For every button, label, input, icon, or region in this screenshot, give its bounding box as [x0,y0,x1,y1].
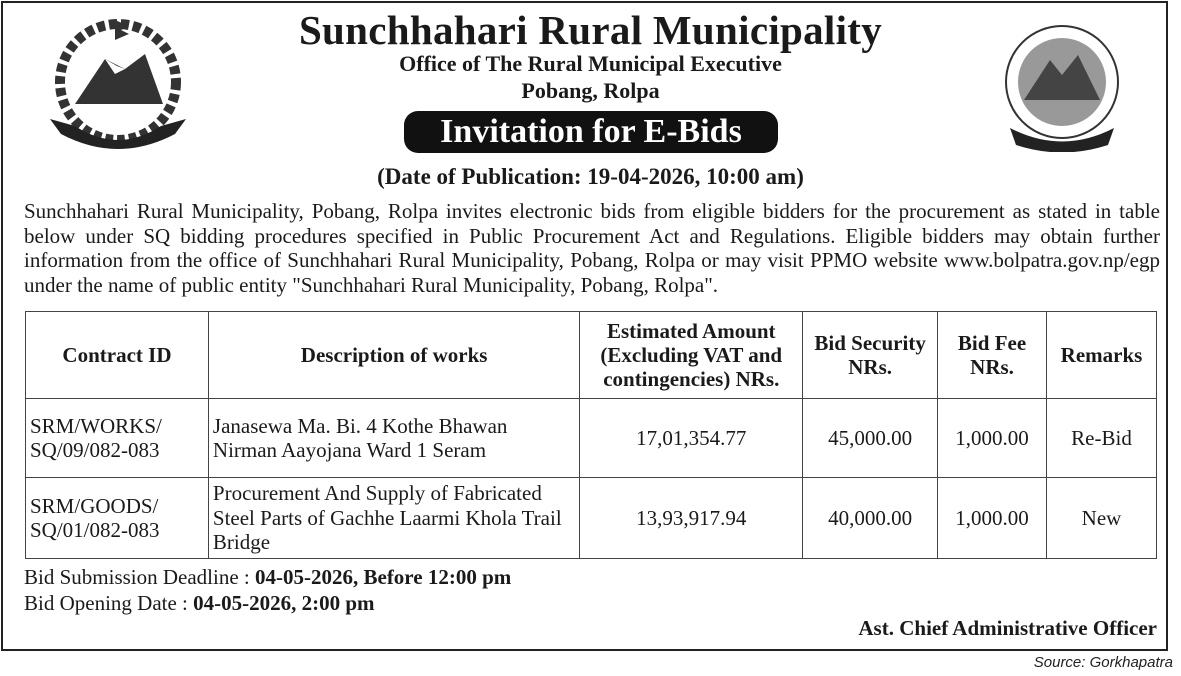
notice-type-badge: Invitation for E-Bids [404,111,778,153]
opening-date [24,591,375,616]
remarks: Re-Bid [1047,399,1157,478]
description: Procurement And Supply of Fabricated Steel Parts of Gachhe Laarmi Khola Trail Bridge [208,478,579,559]
bids-table [25,311,1157,559]
opening-value: 04-05-2026, 2:00 pm [193,591,375,615]
bid-fee: 1,000.00 [938,478,1047,559]
signatory: Ast. Chief Administrative Officer [858,616,1157,640]
deadline-label: Bid Submission Deadline : [24,565,255,589]
header-estimated-amount: Estimated Amount (Excluding VAT and contingencies) NRs. [580,312,803,399]
header-contract-id: Contract ID [26,312,209,399]
estimated-amount: 13,93,917.94 [580,478,803,559]
description: Janasewa Ma. Bi. 4 Kothe Bhawan Nirman Aayojana Ward 1 Seram [208,399,579,478]
header-description: Description of works [208,312,579,399]
page-title: Sunchhahari Rural Municipality [298,7,883,53]
header-remarks: Remarks [1047,312,1157,399]
publication-date: (Date of Publication: 19-04-2026, 10:00 am) [377,164,804,189]
deadline-value: 04-05-2026, Before 12:00 pm [255,565,512,589]
office-name: Office of The Rural Municipal Executive [399,51,782,76]
table-row [26,399,1157,478]
estimated-amount: 17,01,354.77 [580,399,803,478]
header-bid-security: Bid Security NRs. [803,312,938,399]
table-row [26,478,1157,559]
table-header-row [26,312,1157,399]
bid-security: 40,000.00 [803,478,938,559]
source-credit: Source: Gorkhapatra [1033,654,1173,671]
office-location: Pobang, Rolpa [521,78,660,103]
header-bid-fee: Bid Fee NRs. [938,312,1047,399]
submission-deadline [24,565,511,590]
remarks: New [1047,478,1157,559]
contract-id: SRM/WORKS/ SQ/09/082-083 [26,399,209,478]
contract-id: SRM/GOODS/ SQ/01/082-083 [26,478,209,559]
intro-paragraph: Sunchhahari Rural Municipality, Pobang, Rolpa invites electronic bids from eligible bidders for the procurement as stated in table below under SQ bidding procedures specified in Public Procurement Act and Regulations. Eligible bidders may obtain further information from the office of Sunchhahari Rural Municipality, Pobang, Rolpa or may visit PPMO website www.bolpatra.gov.np/egp under the name of public entity "Sunchhahari Rural Municipality, Pobang, Rolpa". [24,199,1160,297]
opening-label: Bid Opening Date : [24,591,194,615]
bid-fee: 1,000.00 [938,399,1047,478]
bid-security: 45,000.00 [803,399,938,478]
